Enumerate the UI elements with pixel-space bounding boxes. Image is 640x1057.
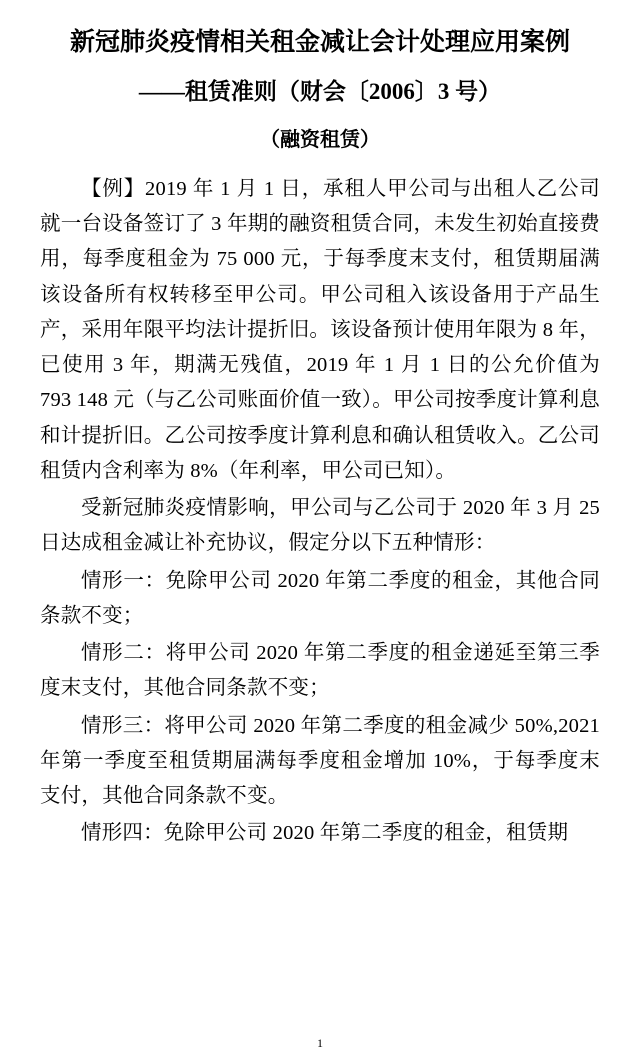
paragraph: 情形三：将甲公司 2020 年第二季度的租金减少 50%,2021 年第一季度至租赁期届满每季度租金增加 10%，于每季度末支付，其他合同条款不变。 [40, 714, 600, 808]
page-section-label: （融资租赁） [260, 128, 380, 151]
paragraph: 受新冠肺炎疫情影响，甲公司与乙公司于 2020 年 3 月 25 日达成租金减让补充协议，假定分以下五种情形： [40, 497, 600, 555]
paragraph: 情形二：将甲公司 2020 年第二季度的租金递延至第三季度末支付，其他合同条款不变； [40, 642, 600, 700]
paragraph: 【例】2019 年 1 月 1 日，承租人甲公司与出租人乙公司就一台设备签订了 3 年期的融资租赁合同，未发生初始直接费用，每季度租金为 75 000 元，于每季度末支付，租赁期届满该设备所有权转移至甲公司。甲公司租入该设备用于产品生产，采用年限平均法计提折旧。该设备预计使用年限为 8 年，已使用 3 年，期满无残值，2019 年 1 月 1 日的公允价值为 793 148 元（与乙公司账面价值一致）。甲公司按季度计算利息和计提折旧。乙公司按季度计算利息和确认租赁收入。乙公司租赁内含利率为 8%（年利率，甲公司已知）。 [40, 177, 600, 482]
page-number: 1 [317, 1036, 323, 1050]
page-subtitle: ——租赁准则（财会〔2006〕3 号） [138, 78, 502, 104]
paragraph: 情形一：免除甲公司 2020 年第二季度的租金，其他合同条款不变； [40, 569, 600, 627]
paragraph: 情形四：免除甲公司 2020 年第二季度的租金，租赁期 [81, 822, 569, 845]
document-body [40, 172, 600, 852]
page-title: 新冠肺炎疫情相关租金减让会计处理应用案例 [69, 29, 570, 56]
